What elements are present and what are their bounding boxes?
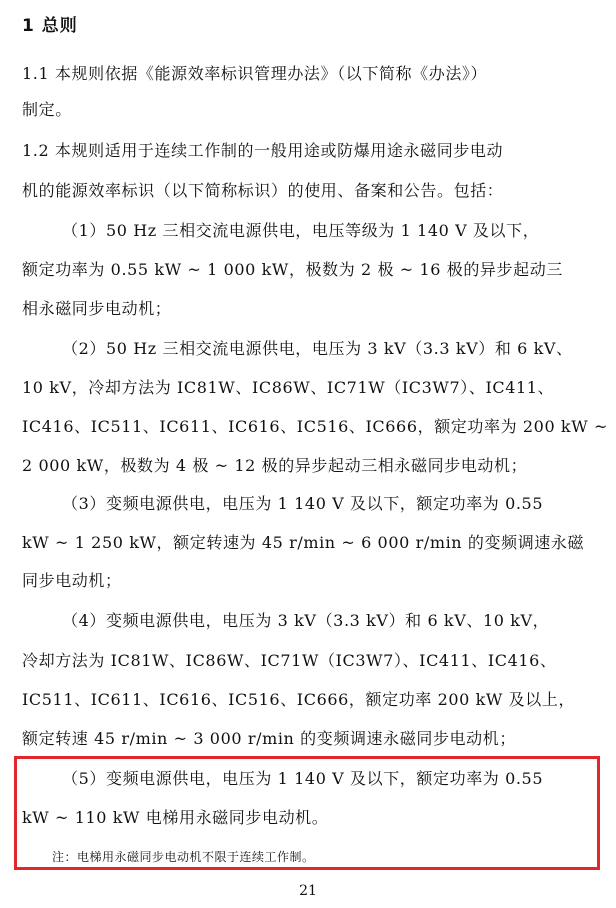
paragraph-line: IC511、IC611、IC616、IC516、IC666，额定功率 200 kW 及以上， — [22, 690, 576, 709]
paragraph-line: kW ~ 110 kW 电梯用永磁同步电动机。 — [22, 808, 329, 827]
paragraph-line: 制定。 — [22, 100, 72, 119]
paragraph-line: 额定转速 45 r/min ~ 3 000 r/min 的变频调速永磁同步电动机； — [22, 729, 516, 748]
paragraph-line: 1.2 本规则适用于连续工作制的一般用途或防爆用途永磁同步电动 — [22, 141, 504, 160]
paragraph-line: 1.1 本规则依据《能源效率标识管理办法》（以下简称《办法》） — [22, 64, 488, 83]
paragraph-line: （4）变频电源供电，电压为 3 kV（3.3 kV）和 6 kV、10 kV， — [62, 611, 550, 630]
paragraph-line: IC416、IC511、IC611、IC616、IC516、IC666，额定功率为 200 kW ~ — [22, 417, 608, 436]
paragraph-line: （1）50 Hz 三相交流电源供电，电压等级为 1 140 V 及以下， — [62, 221, 540, 240]
paragraph-line: 额定功率为 0.55 kW ~ 1 000 kW，极数为 2 极 ~ 16 极的异步起动三 — [22, 260, 563, 279]
page-number: 21 — [299, 883, 317, 899]
paragraph-line: 2 000 kW，极数为 4 极 ~ 12 极的异步起动三相永磁同步电动机； — [22, 456, 528, 475]
paragraph-line: 机的能源效率标识（以下简称标识）的使用、备案和公告。包括： — [22, 181, 504, 200]
section-title: 1 总则 — [22, 16, 78, 36]
paragraph-line: （3）变频电源供电，电压为 1 140 V 及以下，额定功率为 0.55 — [62, 494, 544, 513]
paragraph-line: （2）50 Hz 三相交流电源供电，电压为 3 kV（3.3 kV）和 6 kV、 — [62, 339, 573, 358]
paragraph-line: 冷却方法为 IC81W、IC86W、IC71W（IC3W7）、IC411、IC416、 — [22, 651, 557, 670]
paragraph-line: 相永磁同步电动机； — [22, 299, 172, 318]
note-text: 注：电梯用永磁同步电动机不限于连续工作制。 — [52, 850, 315, 864]
paragraph-line: 同步电动机； — [22, 571, 122, 590]
paragraph-line: （5）变频电源供电，电压为 1 140 V 及以下，额定功率为 0.55 — [62, 769, 544, 788]
paragraph-line: 10 kV，冷却方法为 IC81W、IC86W、IC71W（IC3W7）、IC411、 — [22, 378, 555, 397]
paragraph-line: kW ~ 1 250 kW，额定转速为 45 r/min ~ 6 000 r/min 的变频调速永磁 — [22, 533, 585, 552]
